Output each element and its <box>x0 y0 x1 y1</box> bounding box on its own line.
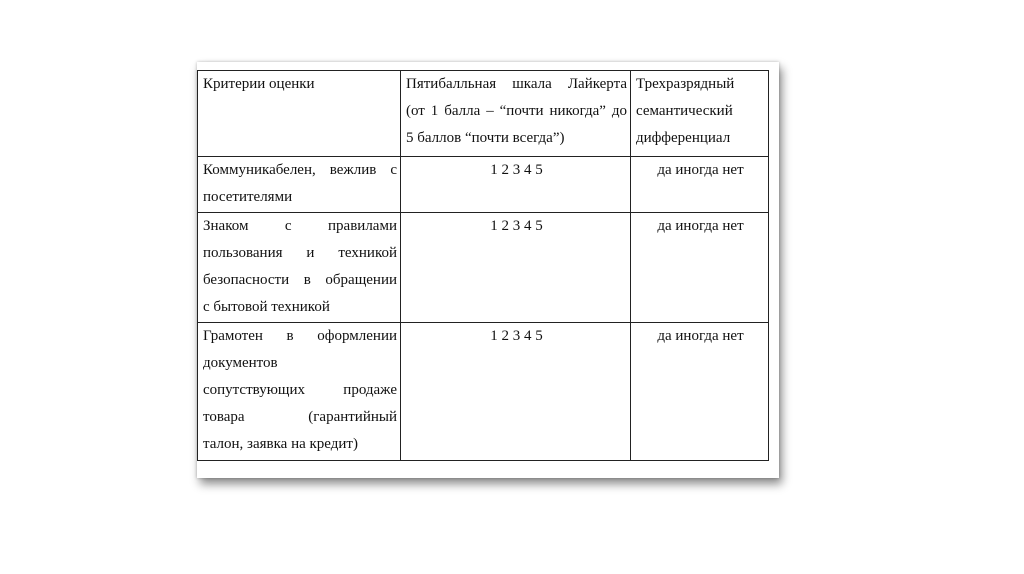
header-semantic-line: Трехразрядный <box>636 76 735 92</box>
header-semantic-line: дифференциал <box>636 130 731 146</box>
document-sheet <box>197 62 779 478</box>
likert-scale-cell: 1 2 3 4 5 <box>401 323 631 461</box>
criterion-line: пользования и техникой <box>203 245 397 261</box>
criterion-line: документов <box>203 355 278 371</box>
criterion-cell <box>198 213 401 323</box>
criterion-line: с бытовой техникой <box>203 299 330 315</box>
header-criteria <box>198 71 401 157</box>
header-semantic-line: семантический <box>636 103 733 119</box>
semantic-answer-cell: да иногда нет <box>631 323 769 461</box>
header-likert-line: (от 1 балла – “почти никогда” до <box>406 103 627 119</box>
criterion-line: сопутствующих продаже <box>203 382 397 398</box>
criterion-line: Грамотен в оформлении <box>203 328 397 344</box>
criterion-line: Коммуникабелен, вежлив с <box>203 162 397 178</box>
criterion-line: Знаком с правилами <box>203 218 397 234</box>
header-likert-line: Пятибалльная шкала Лайкерта <box>406 76 627 92</box>
header-criteria-label: Критерии оценки <box>203 76 315 92</box>
table-row <box>198 323 769 461</box>
likert-scale-cell: 1 2 3 4 5 <box>401 157 631 213</box>
header-likert <box>401 71 631 157</box>
semantic-answer-cell: да иногда нет <box>631 213 769 323</box>
criterion-cell <box>198 157 401 213</box>
criterion-line: товара (гарантийный <box>203 409 397 425</box>
semantic-answer-cell: да иногда нет <box>631 157 769 213</box>
header-row <box>198 71 769 157</box>
header-semantic <box>631 71 769 157</box>
likert-scale-cell: 1 2 3 4 5 <box>401 213 631 323</box>
table-row <box>198 213 769 323</box>
criterion-line: безопасности в обращении <box>203 272 397 288</box>
criterion-line: посетителями <box>203 189 293 205</box>
header-likert-line: 5 баллов “почти всегда”) <box>406 130 565 146</box>
table-row <box>198 157 769 213</box>
evaluation-table <box>197 70 769 461</box>
criterion-cell <box>198 323 401 461</box>
criterion-line: талон, заявка на кредит) <box>203 436 358 452</box>
